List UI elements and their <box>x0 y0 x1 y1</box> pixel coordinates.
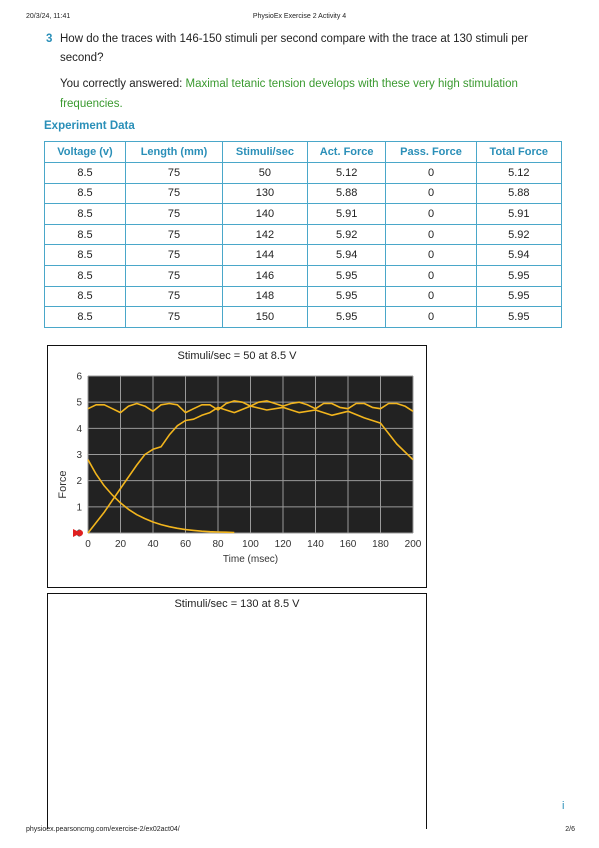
question-text: How do the traces with 146-150 stimuli per second compare with the trace at 130 stimuli per second? <box>60 33 528 64</box>
table-cell: 0 <box>386 204 476 225</box>
x-tick-label: 140 <box>307 539 324 550</box>
column-header: Act. Force <box>307 142 386 163</box>
table-cell: 75 <box>125 265 222 286</box>
table-cell: 146 <box>223 265 308 286</box>
x-tick-label: 80 <box>212 539 224 550</box>
info-icon[interactable]: i <box>562 800 565 812</box>
question-block <box>46 30 566 68</box>
table-cell: 0 <box>386 224 476 245</box>
answer-block <box>60 74 540 114</box>
table-cell: 5.94 <box>307 245 386 266</box>
column-header: Total Force <box>476 142 561 163</box>
table-row <box>45 183 562 204</box>
table-cell: 5.95 <box>307 307 386 328</box>
x-tick-label: 0 <box>85 539 91 550</box>
section-title: Experiment Data <box>44 120 135 132</box>
x-tick-label: 100 <box>242 539 259 550</box>
table-cell: 75 <box>125 224 222 245</box>
table-cell: 5.94 <box>476 245 561 266</box>
question-number: 3 <box>46 33 53 45</box>
print-title: PhysioEx Exercise 2 Activity 4 <box>252 13 347 20</box>
table-cell: 5.91 <box>476 204 561 225</box>
table-cell: 5.91 <box>307 204 386 225</box>
y-tick-label: 1 <box>76 502 82 514</box>
y-tick-label: 5 <box>76 397 82 409</box>
chart-panel-50 <box>47 345 427 588</box>
chart-title: Stimuli/sec = 50 at 8.5 V <box>177 350 297 362</box>
table-cell: 144 <box>223 245 308 266</box>
table-cell: 142 <box>223 224 308 245</box>
column-header: Length (mm) <box>125 142 222 163</box>
table-row <box>45 307 562 328</box>
answer-prefix: You correctly answered: <box>60 78 183 90</box>
table-header-row <box>45 142 562 163</box>
answer-text: Maximal tetanic tension develops with these very high stimulation frequencies. <box>60 78 518 110</box>
experiment-data-table <box>44 141 562 328</box>
chart-title: Stimuli/sec = 130 at 8.5 V <box>174 598 300 610</box>
table-cell: 130 <box>223 183 308 204</box>
x-tick-label: 40 <box>147 539 159 550</box>
x-tick-label: 200 <box>404 539 422 550</box>
table-cell: 5.92 <box>476 224 561 245</box>
table-cell: 8.5 <box>45 286 126 307</box>
footer-url: physioex.pearsoncmg.com/exercise-2/ex02act04/ <box>26 826 180 833</box>
table-cell: 50 <box>223 163 308 184</box>
table-body <box>45 163 562 328</box>
y-axis-label: Force <box>57 470 69 499</box>
table-cell: 8.5 <box>45 183 126 204</box>
table-cell: 140 <box>223 204 308 225</box>
x-axis-label: Time (msec) <box>222 554 279 565</box>
table-row <box>45 224 562 245</box>
x-tick-label: 20 <box>114 539 127 550</box>
x-tick-label: 60 <box>179 539 192 550</box>
table-cell: 0 <box>386 307 476 328</box>
table-cell: 0 <box>386 265 476 286</box>
table-row <box>45 204 562 225</box>
table-cell: 5.95 <box>476 265 561 286</box>
table-row <box>45 245 562 266</box>
table-cell: 8.5 <box>45 224 126 245</box>
table-row <box>45 286 562 307</box>
table-cell: 148 <box>223 286 308 307</box>
zero-marker-dot <box>77 530 83 536</box>
table-cell: 8.5 <box>45 307 126 328</box>
table-cell: 75 <box>125 183 222 204</box>
table-cell: 5.95 <box>476 307 561 328</box>
table-cell: 5.12 <box>476 163 561 184</box>
column-header: Stimuli/sec <box>223 142 308 163</box>
table-cell: 5.12 <box>307 163 386 184</box>
table-cell: 0 <box>386 183 476 204</box>
force-time-chart <box>48 346 426 587</box>
table-cell: 0 <box>386 163 476 184</box>
x-tick-label: 120 <box>274 539 292 550</box>
x-tick-label: 180 <box>372 539 389 550</box>
table-cell: 5.95 <box>307 286 386 307</box>
chart-panel-130 <box>47 593 427 829</box>
y-tick-label: 3 <box>76 450 82 461</box>
table-cell: 5.88 <box>476 183 561 204</box>
table-cell: 5.95 <box>307 265 386 286</box>
table-cell: 8.5 <box>45 163 126 184</box>
x-tick-label: 160 <box>339 539 357 550</box>
page-number: 2/6 <box>565 826 575 833</box>
table-cell: 75 <box>125 163 222 184</box>
table-cell: 5.95 <box>476 286 561 307</box>
table-cell: 150 <box>223 307 308 328</box>
table-cell: 75 <box>125 204 222 225</box>
table-cell: 5.88 <box>307 183 386 204</box>
y-tick-label: 6 <box>76 371 82 383</box>
column-header: Pass. Force <box>386 142 476 163</box>
table-row <box>45 265 562 286</box>
print-date: 20/3/24, 11:41 <box>26 13 71 20</box>
table-cell: 75 <box>125 245 222 266</box>
column-header: Voltage (v) <box>45 142 126 163</box>
table-cell: 8.5 <box>45 265 126 286</box>
table-cell: 0 <box>386 286 476 307</box>
table-row <box>45 163 562 184</box>
table-cell: 5.92 <box>307 224 386 245</box>
table-cell: 75 <box>125 286 222 307</box>
table-cell: 75 <box>125 307 222 328</box>
table-cell: 0 <box>386 245 476 266</box>
table-cell: 8.5 <box>45 204 126 225</box>
table-cell: 8.5 <box>45 245 126 266</box>
y-tick-label: 2 <box>76 476 82 488</box>
y-tick-label: 4 <box>76 423 82 435</box>
